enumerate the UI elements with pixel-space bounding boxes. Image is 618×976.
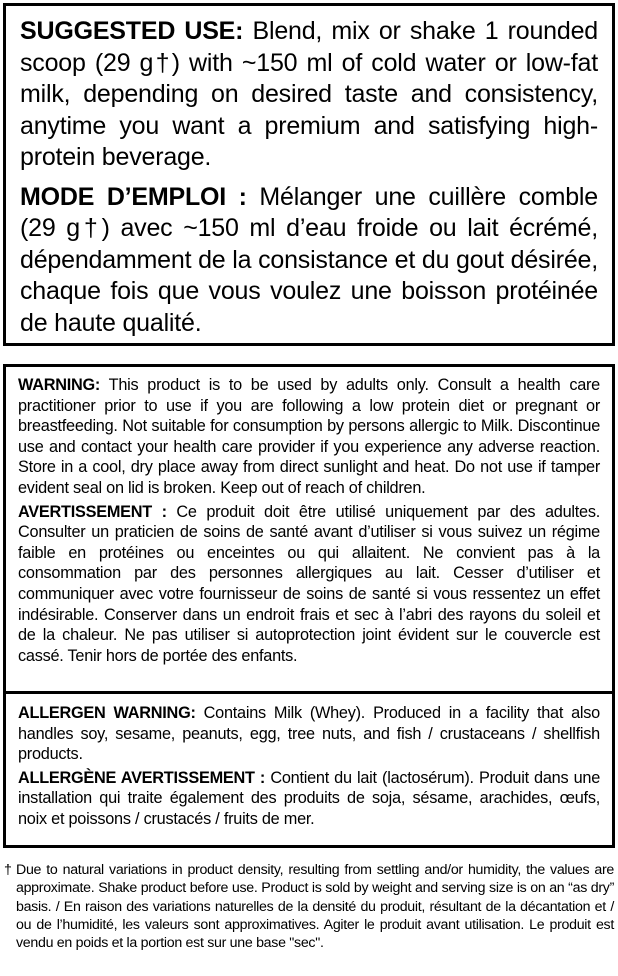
allergen-fr-text: Contient du lait (lactosérum). Produit dans une installation qui traite également des produits de soja, sésame, arachides, œufs, noix et poissons / crustacés / fruits de mer.	[18, 768, 600, 828]
suggested-use-fr-label: MODE D’EMPLOI :	[20, 182, 247, 211]
footnote	[4, 861, 614, 952]
allergen-panel	[3, 691, 615, 848]
warning-en	[18, 375, 600, 499]
warning-fr-label: AVERTISSEMENT :	[18, 502, 167, 521]
suggested-use-fr	[20, 182, 598, 340]
allergen-fr-label: ALLERGÈNE AVERTISSEMENT :	[18, 768, 266, 787]
suggested-use-panel	[3, 3, 615, 346]
footnote-text: Due to natural variations in product density, resulting from settling and/or humidity, the values are approximate. Shake product before use. Product is sold by weight and serving size is on an “as dry” basis. / En raison des variations naturelles de la densité du produit, résultant de la décantation et / ou de l’humidité, les valeurs sont approximatives. Agiter le produit avant utilisation. Le produit est vendu en poids et la portion est sur une base "sec".	[16, 862, 614, 952]
suggested-use-en-label: SUGGESTED USE:	[20, 17, 244, 45]
suggested-use-fr-text: Mélanger une cuillère comble (29 g†) avec ~150 ml d’eau froide ou lait écrémé, dépendamment de la consistance et du gout désirée, chaque fois que vous voulez une boisson protéinée de haute qualité.	[20, 182, 598, 337]
warning-fr-text: Ce produit doit être utilisé uniquement par des adultes. Consulter un praticien de soins de santé avant d’utiliser si vous suivez un régime faible en protéines ou enceintes ou qui allaitent. Ne convient pas à la consommation par des personnes allergiques au lait. Cesser d’utiliser et communiquer avec votre fournisseur de soins de santé si vous ressentez un effet indésirable. Conserver dans un endroit frais et sec à l’abri des rayons du soleil et de la chaleur. Ne pas utiliser si autoprotection joint évident sur le couvercle est cassé. Tenir hors de portée des enfants.	[18, 502, 600, 665]
warning-fr	[18, 502, 600, 667]
allergen-fr	[18, 768, 600, 830]
footnote-dagger: †	[4, 862, 12, 878]
allergen-en-text: Contains Milk (Whey). Produced in a facility that also handles soy, sesame, peanuts, egg, tree nuts, and fish / crustaceans / shellfish products.	[18, 704, 600, 764]
warning-en-label: WARNING:	[18, 376, 101, 394]
warning-en-text: This product is to be used by adults only. Consult a health care practitioner prior to use if you are following a low protein diet or pregnant or breastfeeding. Not suitable for consumption by persons allergic to Milk. Discontinue use and contact your health care provider if you experience any adverse reaction. Store in a cool, dry place away from direct sunlight and heat. Do not use if tamper evident seal on lid is broken. Keep out of reach of children.	[18, 376, 600, 497]
suggested-use-en	[20, 16, 598, 174]
suggested-use-en-text: Blend, mix or shake 1 rounded scoop (29 g†) with ~150 ml of cold water or low-fat milk, depending on desired taste and consistency, anytime you want a premium and satisfying high-protein beverage.	[20, 17, 598, 171]
allergen-en	[18, 703, 600, 765]
warning-panel	[3, 364, 615, 694]
allergen-en-label: ALLERGEN WARNING:	[18, 704, 196, 722]
